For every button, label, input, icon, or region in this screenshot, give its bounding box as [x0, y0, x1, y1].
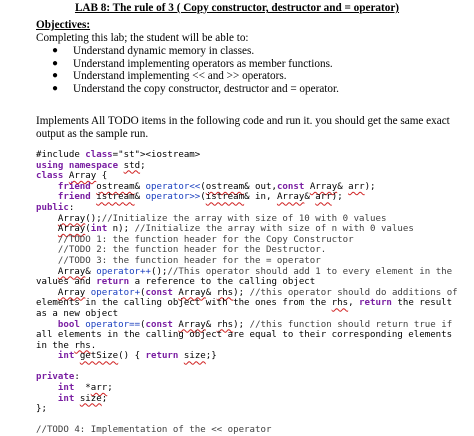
bullet-icon: ●	[52, 82, 59, 94]
code-line: #include class="st"><iostream>	[36, 150, 201, 160]
instructions-paragraph: Implements All TODO items in the following code and run it. you should get the same exact output as the sample run.	[36, 115, 450, 140]
code-line: Array operator+(const Array& rhs); //this operator should do additions of	[57, 287, 458, 298]
code-line: elements in the calling object with the ones from the rhs, return the result	[36, 298, 453, 309]
code-line: using namespace std;	[36, 160, 146, 171]
code-line: class Array {	[36, 171, 108, 182]
code-line: };	[36, 404, 47, 415]
code-line: //TODO 3: the function header for the = operator	[57, 255, 321, 266]
code-line: friend ostream& operator<<(ostream& out,const Array& arr);	[57, 181, 376, 192]
code-block	[36, 150, 458, 436]
code-line: //TODO 4: Implementation of the << operator	[36, 425, 272, 436]
objective-item	[36, 58, 339, 71]
code-line: in the rhs.	[36, 340, 97, 351]
lab-title: LAB 8: The rule of 3 ( Copy constructor, destructor and = operator)	[74, 2, 400, 14]
objectives-heading: Objectives:	[36, 19, 91, 31]
code-line: bool operator==(const Array& rhs); //this function should return true if	[57, 319, 453, 330]
objectives-intro: Completing this lab; the student will be able to:	[36, 32, 249, 44]
code-line: private:	[36, 372, 80, 383]
objective-text: Understand implementing operators as member functions.	[73, 57, 333, 70]
code-line: as a new object	[36, 308, 119, 319]
code-line: int getSize() { return size;}	[57, 351, 217, 362]
bullet-icon: ●	[52, 70, 59, 82]
code-line: all elements in the calling object are equal to their corresponding elements	[36, 330, 453, 341]
objective-item	[36, 83, 339, 96]
objective-text: Understand the copy constructor, destructor and = operator.	[73, 82, 339, 95]
code-line: int *arr;	[57, 383, 113, 394]
code-line: public:	[36, 202, 75, 213]
objectives-list	[36, 45, 339, 95]
code-line: //TODO 2: the function header for the Destructor.	[57, 245, 327, 256]
code-line	[36, 362, 458, 373]
code-line: Array();//Initialize the array with size of 10 with 0 values	[57, 213, 387, 224]
code-line: friend istream& operator>>(istream& in, Array& arr);	[57, 192, 343, 203]
code-line: //TODO 1: the function header for the Copy Constructor	[57, 234, 354, 245]
code-line	[36, 415, 458, 426]
code-line: int size;	[57, 393, 108, 404]
objective-item	[36, 70, 339, 83]
code-line: Array(int n); //Initialize the array with size of n with 0 values	[57, 224, 414, 235]
objective-item	[36, 45, 339, 58]
code-line: Array& operator++();//This operator should add 1 to every element in the	[57, 266, 453, 277]
bullet-icon: ●	[52, 45, 59, 56]
objective-text: Understand dynamic memory in classes.	[73, 45, 255, 57]
bullet-icon: ●	[52, 57, 59, 69]
objective-text: Understand implementing << and >> operators.	[73, 70, 287, 83]
code-line: values and return a reference to the calling object	[36, 277, 316, 288]
